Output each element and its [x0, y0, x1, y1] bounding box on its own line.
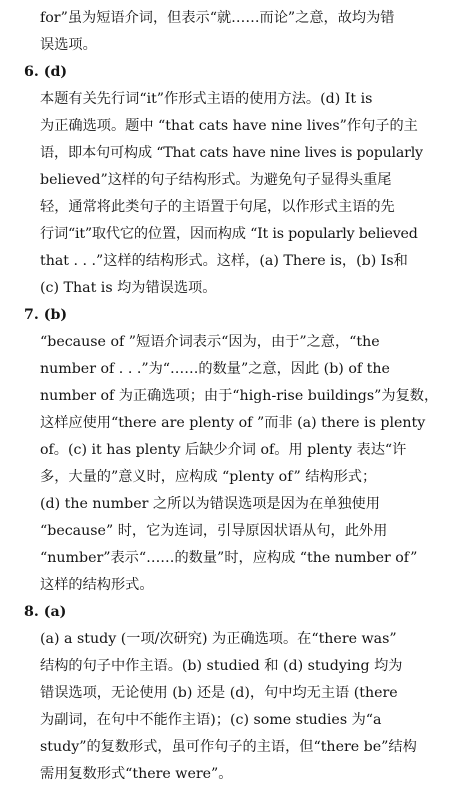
text-line: (d) the number 之所以为错误选项是因为在单独使用	[40, 496, 380, 512]
text-line: study”的复数形式，虽可作句子的主语，但“there be”结构	[40, 739, 417, 755]
text-line: 语，即本句可构成 “That cats have nine lives is popularly	[40, 145, 423, 161]
text-line: 这样应使用“there are plenty of ”而非 (a) there is plenty	[40, 415, 426, 431]
text-line: of。(c) it has plenty 后缺少介词 of。用 plenty 表达“许	[40, 442, 407, 458]
text-line: 为副词，在句中不能作主语)；(c) some studies 为“a	[40, 712, 382, 728]
text-line: (a) a study (一项/次研究) 为正确选项。在“there was”	[40, 631, 397, 647]
text-line: “because of ”短语介词表示“因为，由于”之意，“the	[40, 334, 380, 350]
text-line: number of . . .”为“……的数量”之意，因此 (b) of the	[40, 361, 390, 377]
question-number: 8. (a)	[24, 604, 67, 620]
text-line: 结构的句子中作主语。(b) studied 和 (d) studying 均为	[40, 658, 403, 674]
text-line: 本题有关先行词“it”作形式主语的使用方法。(d) It is	[40, 91, 373, 107]
text-line: 错误选项，无论使用 (b) 还是 (d)，句中均无主语 (there	[40, 685, 398, 701]
text-line: 误选项。	[40, 37, 97, 53]
text-line: 轻，通常将此类句子的主语置于句尾，以作形式主语的先	[40, 199, 395, 215]
text-line: for”虽为短语介词，但表示“就……而论”之意，故均为错	[40, 10, 395, 26]
text-line: “number”表示“……的数量”时，应构成 “the number of”	[40, 550, 418, 566]
text-line: “because” 时，它为连词，引导原因状语从句，此外用	[40, 523, 388, 539]
text-line: (c) That is 均为错误选项。	[40, 280, 217, 296]
text-line: 这样的结构形式。	[40, 577, 154, 593]
text-line: number of 为正确选项；由于“high-rise buildings”为复数，	[40, 388, 439, 404]
text-line: 为正确选项。题中 “that cats have nine lives”作句子的主	[40, 118, 418, 134]
text-line: believed”这样的句子结构形式。为避免句子显得头重尾	[40, 172, 392, 188]
text-line: 多，大量的”意义时，应构成 “plenty of” 结构形式；	[40, 469, 377, 485]
text-line: that . . .”这样的结构形式。这样，(a) There is，(b) Is和	[40, 253, 408, 269]
text-line: 行词“it”取代它的位置，因而构成 “It is popularly believed	[40, 226, 418, 242]
question-number: 6. (d)	[24, 64, 68, 80]
text-line: 需用复数形式“there were”。	[40, 766, 233, 782]
question-number: 7. (b)	[24, 307, 68, 323]
